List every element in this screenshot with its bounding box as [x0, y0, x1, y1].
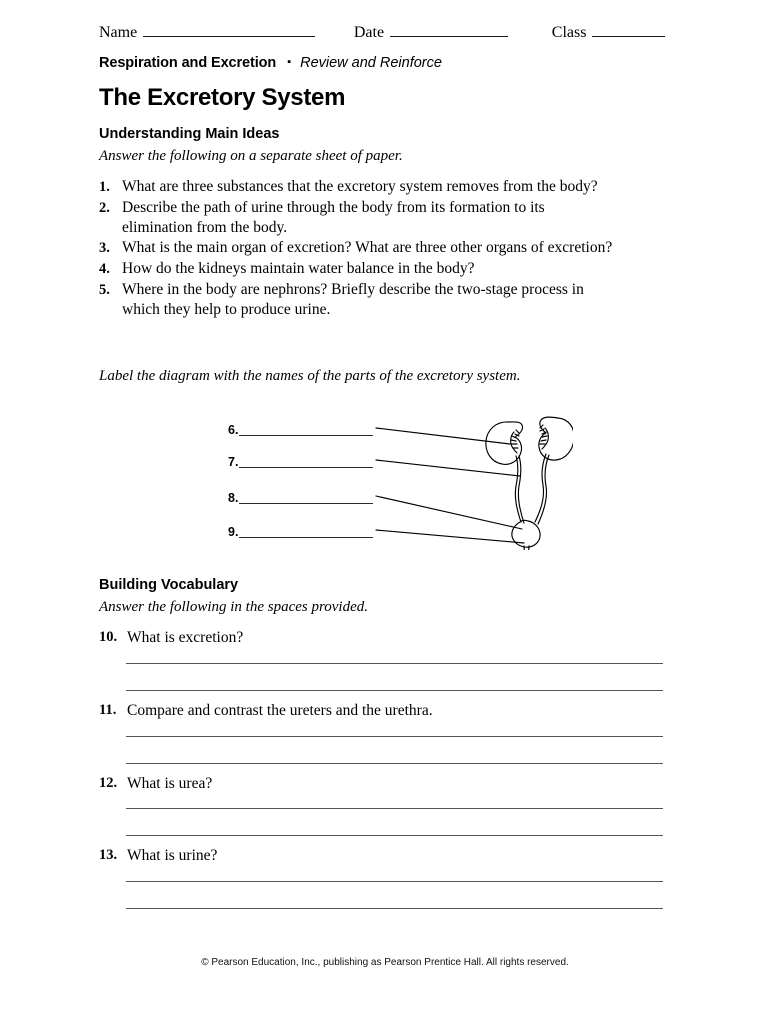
- student-info-header: [99, 23, 665, 45]
- question-text: What is urine?: [127, 847, 218, 864]
- question-item: [99, 198, 619, 237]
- unit-name: Respiration and Excretion: [99, 55, 277, 71]
- section-heading-vocabulary: Building Vocabulary: [99, 577, 239, 593]
- question-text: What is excretion?: [127, 629, 244, 646]
- question-number: 12.: [99, 775, 118, 791]
- answer-line[interactable]: [126, 736, 663, 737]
- question-number: 11.: [99, 702, 117, 718]
- bullet-separator-icon: ▪: [287, 55, 292, 68]
- question-text: What are three substances that the excretory system removes from the body?: [122, 178, 598, 195]
- question-text: What is urea?: [127, 775, 213, 792]
- question-item: [99, 280, 619, 319]
- diagram-label-number: 7.: [228, 455, 239, 469]
- section-instruction-vocabulary: Answer the following in the spaces provided.: [99, 599, 368, 615]
- section-instruction-main-ideas: Answer the following on a separate sheet of paper.: [99, 148, 403, 164]
- name-label: Name: [99, 24, 138, 41]
- answer-line[interactable]: [126, 763, 663, 764]
- answer-line[interactable]: [126, 690, 663, 691]
- diagram-instruction: Label the diagram with the names of the parts of the excretory system.: [99, 368, 521, 384]
- question-number: 1.: [99, 178, 110, 195]
- question-item: [99, 238, 619, 258]
- answer-line[interactable]: [126, 835, 663, 836]
- diagram-label-number: 8.: [228, 491, 239, 505]
- date-label: Date: [353, 24, 385, 41]
- answer-line[interactable]: [126, 663, 663, 664]
- question-number: 13.: [99, 847, 118, 863]
- class-label: Class: [551, 24, 587, 41]
- vocab-question-item: [99, 847, 217, 865]
- question-number: 2.: [99, 199, 110, 216]
- question-text: Compare and contrast the ureters and the urethra.: [127, 702, 433, 719]
- chapter-breadcrumb: [99, 55, 442, 71]
- answer-line[interactable]: [126, 808, 663, 809]
- vocab-question-item: [99, 775, 212, 793]
- question-text: Where in the body are nephrons? Briefly describe the two-stage process in which they help to produce urine.: [122, 281, 584, 319]
- copyright-footer: © Pearson Education, Inc., publishing as Pearson Prentice Hall. All rights reserved.: [201, 957, 569, 968]
- date-blank[interactable]: [390, 23, 508, 37]
- diagram-label-number: 9.: [228, 525, 239, 539]
- question-text: What is the main organ of excretion? What are three other organs of excretion?: [122, 239, 613, 257]
- question-number: 3.: [99, 239, 110, 256]
- answer-line[interactable]: [126, 881, 663, 882]
- question-number: 5.: [99, 281, 110, 298]
- excretory-system-illustration-icon: [228, 410, 573, 550]
- question-item: [99, 259, 619, 279]
- page-title: The Excretory System: [99, 84, 346, 111]
- question-number: 10.: [99, 629, 118, 645]
- diagram-label-number: 6.: [228, 423, 239, 437]
- question-item: [99, 177, 619, 197]
- class-blank[interactable]: [592, 23, 665, 37]
- worksheet-type: Review and Reinforce: [300, 55, 442, 71]
- question-text: Describe the path of urine through the body from its formation to its elimination from the body.: [122, 199, 545, 236]
- vocab-question-item: [99, 629, 243, 647]
- section-heading-main-ideas: Understanding Main Ideas: [99, 126, 280, 142]
- answer-line[interactable]: [126, 908, 663, 909]
- question-text: How do the kidneys maintain water balance in the body?: [122, 260, 475, 278]
- main-ideas-question-list: [99, 177, 619, 321]
- vocab-question-item: [99, 702, 433, 720]
- question-number: 4.: [99, 260, 110, 277]
- excretory-system-diagram: [228, 410, 573, 550]
- name-blank[interactable]: [143, 23, 314, 37]
